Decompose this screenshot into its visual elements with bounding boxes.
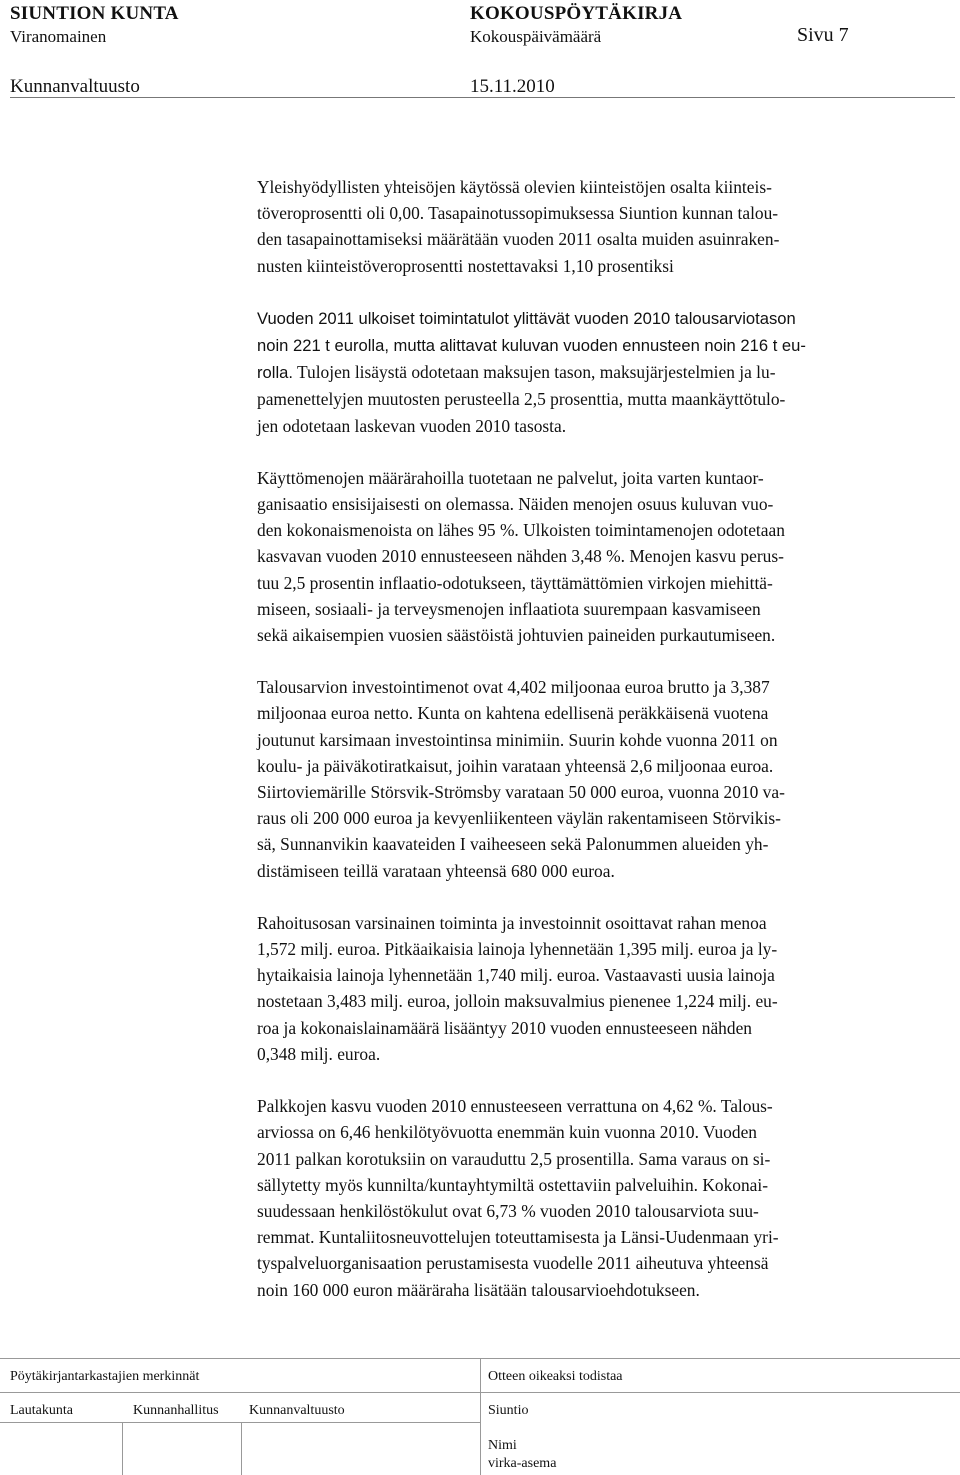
text-line: raus oli 200 000 euroa ja kevyenliikenteen väylän rakentamiseen Störvikis- (257, 808, 781, 829)
text-line: den tasapainottamiseksi määrätään vuoden 2011 osalta muiden asuinraken- (257, 229, 780, 250)
footer-cell-divider (122, 1422, 123, 1475)
text-line: 1,572 milj. euroa. Pitkäaikaisia lainoja lyhennetään 1,395 milj. euroa ja ly- (257, 939, 778, 960)
text-line: jen odotetaan laskevan vuoden 2010 tasosta. (257, 415, 567, 436)
text-line: distämiseen teillä varataan yhteensä 680 000 euroa. (257, 860, 615, 881)
text-line: joutunut karsimaan investointinsa minimiin. Suurin kohde vuonna 2011 on (257, 729, 778, 750)
text-line: hytaikaisia lainoja lyhennetään 1,740 milj. euroa. Vastaavasti uusia lainoja (257, 965, 775, 986)
footer-place: Siuntio (488, 1403, 529, 1418)
text-line: noin 160 000 euron määräraha lisätään talousarvioehdotukseen. (257, 1279, 700, 1300)
footer-org-government: Kunnanhallitus (133, 1403, 219, 1418)
document-header (10, 0, 955, 100)
document-type: KOKOUSPÖYTÄKIRJA (470, 3, 683, 24)
text-line: miseen, sosiaali- ja terveysmenojen inflaatiota suurempaan kasvamiseen (257, 598, 761, 619)
text-line: Käyttömenojen määrärahoilla tuotetaan ne palvelut, joita varten kuntaor- (257, 467, 764, 488)
text-line: pamenettelyjen muutosten perusteella 2,5 prosenttia, mutta maankäyttötulo- (257, 389, 786, 410)
document-footer (0, 1358, 960, 1475)
text-line: Yleishyödyllisten yhteisöjen käytössä olevien kiinteistöjen osalta kiinteis- (257, 177, 772, 197)
text-line: nostetaan 3,483 milj. euroa, jolloin maksuvalmius pienenee 1,224 milj. eu- (257, 991, 778, 1012)
text-line: Vuoden 2011 ulkoiset toimintatulot ylittävät vuoden 2010 talousarviotason (257, 308, 796, 328)
paragraph-operating-expenses (257, 465, 947, 648)
footer-name-label: Nimi (488, 1438, 517, 1453)
text-line: tyspalveluorganisaation perustamisesta vuodelle 2011 aiheutuva yhteensä (257, 1253, 769, 1274)
page-number: Sivu 7 (797, 24, 849, 46)
footer-org-rule (0, 1422, 480, 1423)
text-line: 2011 palkan korotuksiin on varauduttu 2,5 prosentilla. Sama varaus on si- (257, 1148, 771, 1169)
date-label: Kokouspäivämäärä (470, 27, 602, 46)
text-line: suudessaan henkilöstökulut ovat 6,73 % vuoden 2010 talousarviota suu- (257, 1200, 759, 1221)
text-line: rolla. (257, 363, 293, 383)
text-line: töveroprosentti oli 0,00. Tasapainotussopimuksessa Siuntion kunnan talou- (257, 203, 779, 224)
text-line: ganisaatio ensisijaisesti on olemassa. Näiden menojen osuus kuluvan vuo- (257, 494, 774, 515)
text-line: tuu 2,5 prosentin inflaatio-odotukseen, täyttämättömien virkojen miehittä- (257, 572, 773, 593)
text-line: sä, Sunnanvikin kaavateiden I vaiheeseen sekä Palonummen alueiden yh- (257, 834, 769, 855)
paragraph-operating-income (257, 305, 947, 439)
footer-org-board: Lautakunta (10, 1403, 73, 1418)
text-line: 0,348 milj. euroa. (257, 1043, 381, 1064)
text-line: den kokonaismenoista on lähes 95 %. Ulkoisten toimintamenojen odotetaan (257, 520, 785, 541)
paragraph-salaries (257, 1093, 947, 1303)
paragraph-financing (257, 910, 947, 1067)
paragraph-property-tax (257, 174, 947, 279)
text-line: Palkkojen kasvu vuoden 2010 ennusteeseen verrattuna on 4,62 %. Talous- (257, 1096, 773, 1117)
inspectors-notes-label: Pöytäkirjantarkastajien merkinnät (10, 1369, 200, 1384)
text-line: roa ja kokonaislainamäärä lisääntyy 2010 vuoden ennusteeseen nähden (257, 1017, 752, 1038)
text-line: koulu- ja päiväkotiratkaisut, joihin varataan yhteensä 2,6 miljoonaa euroa. (257, 755, 774, 776)
document-body (257, 174, 947, 1329)
text-line: arviossa on 6,46 henkilötyövuotta enemmän kuin vuonna 2010. Vuoden (257, 1122, 757, 1143)
footer-org-council: Kunnanvaltuusto (249, 1403, 345, 1418)
text-line: kasvavan vuoden 2010 ennusteeseen nähden 3,48 %. Menojen kasvu perus- (257, 546, 784, 567)
certified-label: Otteen oikeaksi todistaa (488, 1369, 623, 1384)
footer-title-label: virka-asema (488, 1456, 557, 1471)
text-line: Talousarvion investointimenot ovat 4,402 miljoonaa euroa brutto ja 3,387 (257, 677, 770, 698)
text-line: Rahoitusosan varsinainen toiminta ja investoinnit osoittavat rahan menoa (257, 912, 767, 933)
text-line: nusten kiinteistöveroprosentti nostettavaksi 1,10 prosentiksi (257, 255, 674, 276)
paragraph-investments (257, 674, 947, 884)
text-line: noin 221 t eurolla, mutta alittavat kuluvan vuoden ennusteen noin 216 t eu- (257, 336, 806, 356)
footer-cell-divider (241, 1422, 242, 1475)
header-divider (10, 97, 955, 98)
text-line: remmat. Kuntaliitosneuvottelujen toteuttamisesta ja Länsi-Uudenmaan yri- (257, 1227, 779, 1248)
text-line: miljoonaa euroa netto. Kunta on kahtena edellisenä peräkkäisenä vuotena (257, 703, 769, 724)
municipality-name: SIUNTION KUNTA (10, 3, 179, 24)
text-line: sekä aikaisempien vuosien säästöistä johtuvien paineiden purkautumiseen. (257, 625, 776, 646)
authority-label: Viranomainen (10, 27, 107, 46)
meeting-date: 15.11.2010 (470, 76, 555, 97)
text-line: sällytetty myös kunnilta/kuntayhtymiltä ostettaviin palveluihin. Kokonai- (257, 1174, 769, 1195)
authority-name: Kunnanvaltuusto (10, 76, 140, 97)
footer-column-divider (480, 1358, 481, 1475)
text-line: Tulojen lisäystä odotetaan maksujen tason, maksujärjestelmien ja lu- (297, 362, 776, 383)
text-line: Siirtoviemärille Störsvik-Strömsby varataan 50 000 euroa, vuonna 2010 va- (257, 782, 785, 803)
